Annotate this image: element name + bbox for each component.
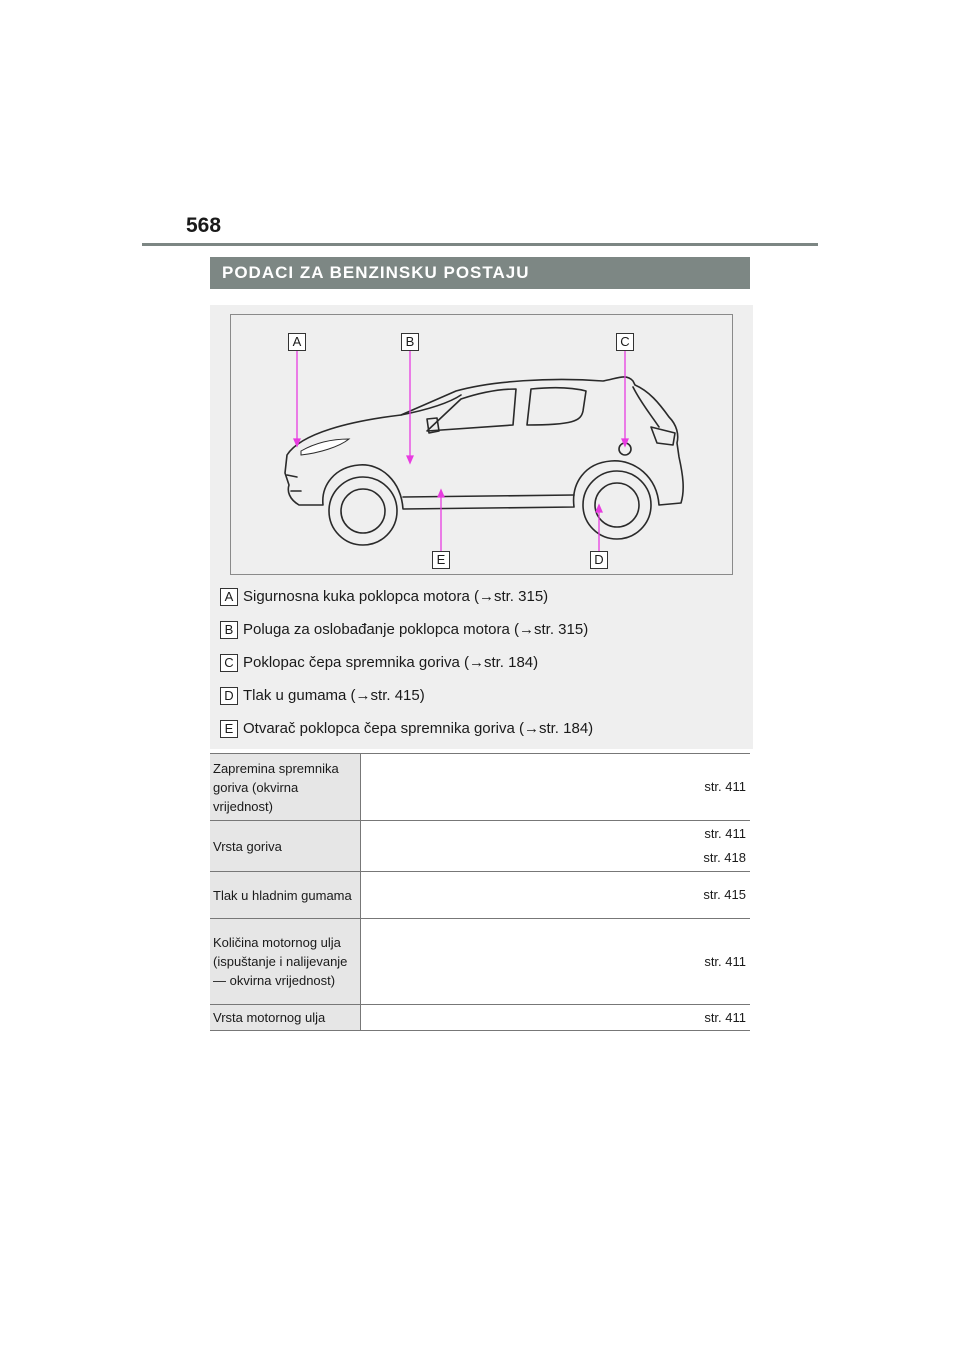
page-number: 568 [186, 214, 222, 237]
legend-key: B [220, 621, 238, 639]
legend-text: Tlak u gumama (→str. 415) [243, 687, 425, 704]
figure-panel [210, 305, 753, 749]
arrow-icon: → [478, 588, 494, 605]
header-rule [142, 243, 818, 246]
spec-value [360, 872, 750, 919]
car-illustration [231, 315, 734, 576]
spec-table [210, 753, 750, 1031]
front-window [427, 389, 516, 431]
leader-b-arrow [407, 456, 413, 463]
car-diagram [230, 314, 733, 575]
spec-label: Količina motornog ulja (ispuštanje i nalijevanje — okvirna vrijednost) [210, 919, 360, 1005]
leader-d-arrow [596, 505, 602, 512]
callout-b: B [401, 333, 419, 351]
section-title: PODACI ZA BENZINSKU POSTAJU [210, 257, 750, 289]
page-reference: str. 184 [538, 720, 589, 737]
table-row [210, 754, 750, 821]
leader-a-arrow [294, 439, 300, 446]
page-reference: str. 184 [483, 654, 534, 671]
legend-text: Otvarač poklopca čepa spremnika goriva (→str. 184) [243, 720, 594, 737]
legend-key: C [220, 654, 238, 672]
leader-c-arrow [622, 439, 628, 446]
legend-item [218, 683, 748, 716]
legend-key: D [220, 687, 238, 705]
legend-item [218, 716, 748, 749]
callout-e: E [432, 551, 450, 569]
legend-item [218, 584, 748, 617]
table-row [210, 1005, 750, 1031]
legend-text: Poklopac čepa spremnika goriva (→str. 184) [243, 654, 539, 671]
table-row [210, 919, 750, 1005]
arrow-icon: → [519, 621, 535, 638]
page-reference: str. 315 [534, 621, 584, 638]
legend-text: Poluga za oslobađanje poklopca motora (→str. 315) [243, 621, 589, 638]
front-wheel [329, 477, 397, 545]
rear-wheel-hub [595, 483, 639, 527]
callout-c: C [616, 333, 634, 351]
rear-hatch [633, 387, 659, 427]
tail-light [651, 427, 675, 445]
legend-item [218, 617, 748, 650]
spec-value [360, 919, 750, 1005]
legend-key: A [220, 588, 238, 606]
arrow-icon: → [355, 687, 371, 704]
spec-label: Tlak u hladnim gumama [210, 872, 360, 919]
page-reference: str. 411 [704, 779, 746, 794]
legend-item [218, 650, 748, 683]
legend-key: E [220, 720, 238, 738]
page-reference: str. 415 [703, 887, 746, 902]
rocker-line [403, 495, 574, 497]
spec-value [360, 754, 750, 821]
spec-value [360, 821, 750, 872]
callout-d: D [590, 551, 608, 569]
leader-e-arrow [438, 490, 444, 497]
arrow-icon: → [468, 654, 484, 671]
headlight [301, 439, 349, 455]
page-reference: str. 415 [370, 687, 420, 704]
legend-text: Sigurnosna kuka poklopca motora (→str. 315) [243, 588, 549, 605]
spec-value [360, 1005, 750, 1031]
spec-label: Vrsta motornog ulja [210, 1005, 360, 1031]
front-wheel-hub [341, 489, 385, 533]
page-reference: str. 411 [704, 826, 746, 841]
rear-wheel [583, 471, 651, 539]
rear-window [527, 388, 586, 425]
spec-label: Vrsta goriva [210, 821, 360, 872]
page-reference: str. 411 [704, 953, 746, 969]
figure-legend [218, 584, 748, 749]
page-reference: str. 411 [704, 1009, 746, 1025]
table-row [210, 872, 750, 919]
spec-label: Zapremina spremnika goriva (okvirna vrijednost) [210, 754, 360, 821]
page-reference: str. 315 [493, 588, 544, 605]
arrow-icon: → [523, 720, 539, 737]
table-row [210, 821, 750, 872]
page-reference: str. 418 [703, 850, 746, 865]
callout-a: A [288, 333, 306, 351]
